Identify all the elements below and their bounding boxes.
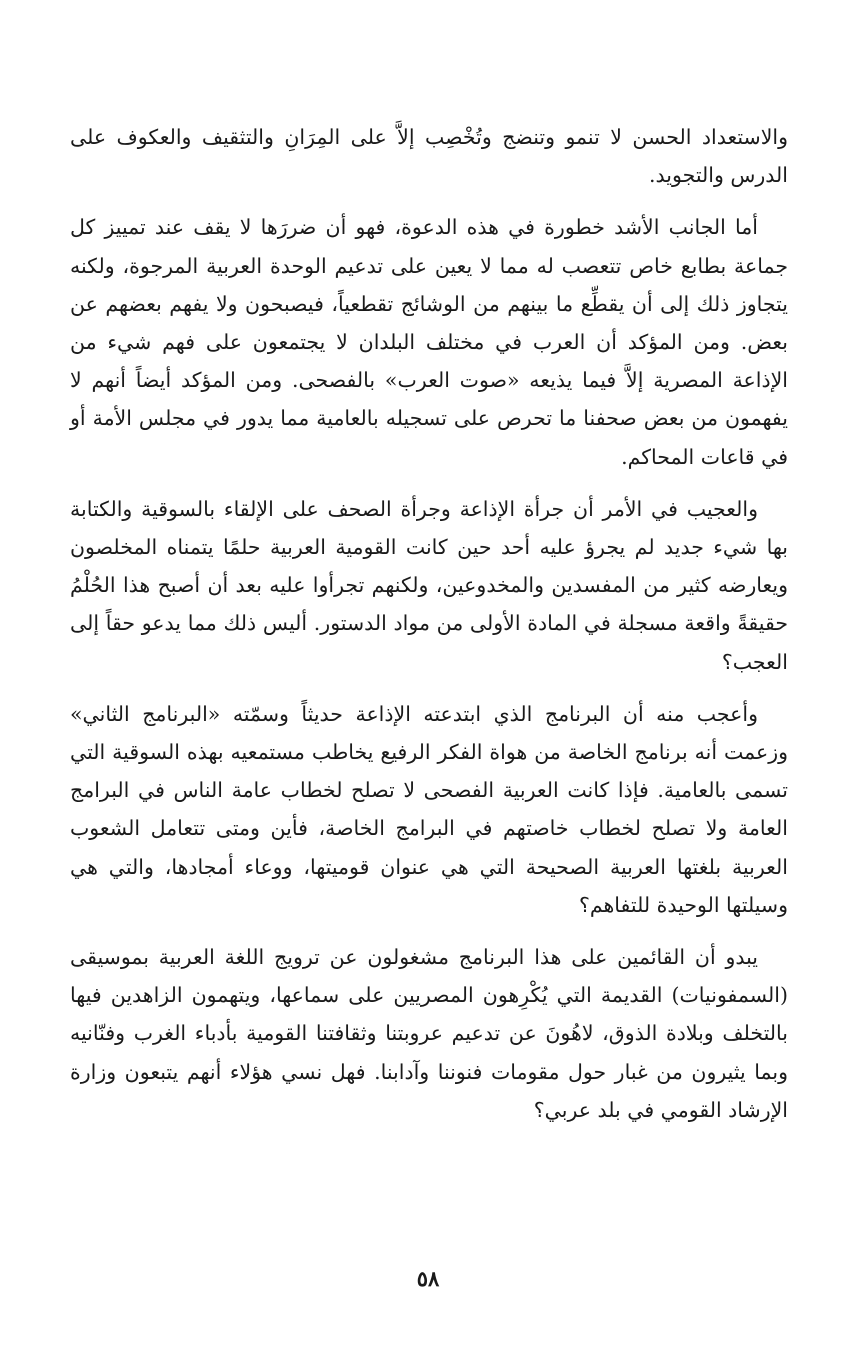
- paragraph-second-program: وأعجب منه أن البرنامج الذي ابتدعته الإذاعة حديثاً وسمّته «البرنامج الثاني» وزعمت أنه برنامج الخاصة من هواة الفكر الرفيع يخاطب مستمعيه بهذه السوقية التي تسمى بالعامية. فإذا كانت العربية الفصحى لا تصلح لخطاب عامة الناس في البرامج العامة ولا تصلح لخطاب خاصتهم في البرامج الخاصة، فأين ومتى تتعامل الشعوب العربية بلغتها العربية الصحيحة التي هي عنوان قوميتها، ووعاء أمجادها، والتي هي وسيلتها الوحيدة للتفاهم؟: [70, 701, 788, 917]
- page-body: [70, 118, 788, 1238]
- paragraph-boldness-of-media: والعجيب في الأمر أن جرأة الإذاعة وجرأة الصحف على الإلقاء بالسوقية والكتابة بها شيء جديد لم يجرؤ عليه أحد حين كانت القومية العربية حلمًا يتمناه المخلصون ويعارضه كثير من المفسدين والمخدوعين، ولكنهم تجرأوا عليه بعد أن أصبح هذا الحُلْمُ حقيقةً واقعة مسجلة في المادة الأولى من مواد الدستور. أليس ذلك مما يدعو حقاً إلى العجب؟: [70, 496, 788, 674]
- paragraph-symphonies: يبدو أن القائمين على هذا البرنامج مشغولون عن ترويج اللغة العربية بموسيقى (السمفونيات) القديمة التي يُكْرِهون المصريين على سماعها، ويتهمون الزاهدين فيها بالتخلف وبلادة الذوق، لاهُونَ عن تدعيم عروبتنا وثقافتنا القومية بأدباء الغرب وفنّانيه وبما يثيرون من غبار حول مقومات فنوننا وآدابنا. فهل نسي هؤلاء أنهم يتبعون وزارة الإرشاد القومي في بلد عربي؟: [70, 945, 788, 1122]
- page-number: ٥٨: [416, 1266, 440, 1291]
- paragraph-continuation: والاستعداد الحسن لا تنمو وتنضج وتُخْصِب إلاَّ على المِرَانِ والتثقيف والعكوف على الدرس والتجويد.: [70, 125, 788, 188]
- paragraph-danger-of-dialect: أما الجانب الأشد خطورة في هذه الدعوة، فهو أن ضررَها لا يقف عند تمييز كل جماعة بطابع خاص تتعصب له مما لا يعين على تدعيم الوحدة العربية المرجوة، ولكنه يتجاوز ذلك إلى أن يقطِّع ما بينهم من الوشائج تقطعياً، فيصبحون ولا يفهم بعضهم عن بعض. ومن المؤكد أن العرب في مختلف البلدان لا يجتمعون على فهم شيء من الإذاعة المصرية إلاَّ فيما يذيعه «صوت العرب» بالفصحى. ومن المؤكد أيضاً أنهم لا يفهمون من بعض صحفنا ما تحرص على تسجيله بالعامية مما يدور في مجلس الأمة أو في قاعات المحاكم.: [70, 215, 788, 469]
